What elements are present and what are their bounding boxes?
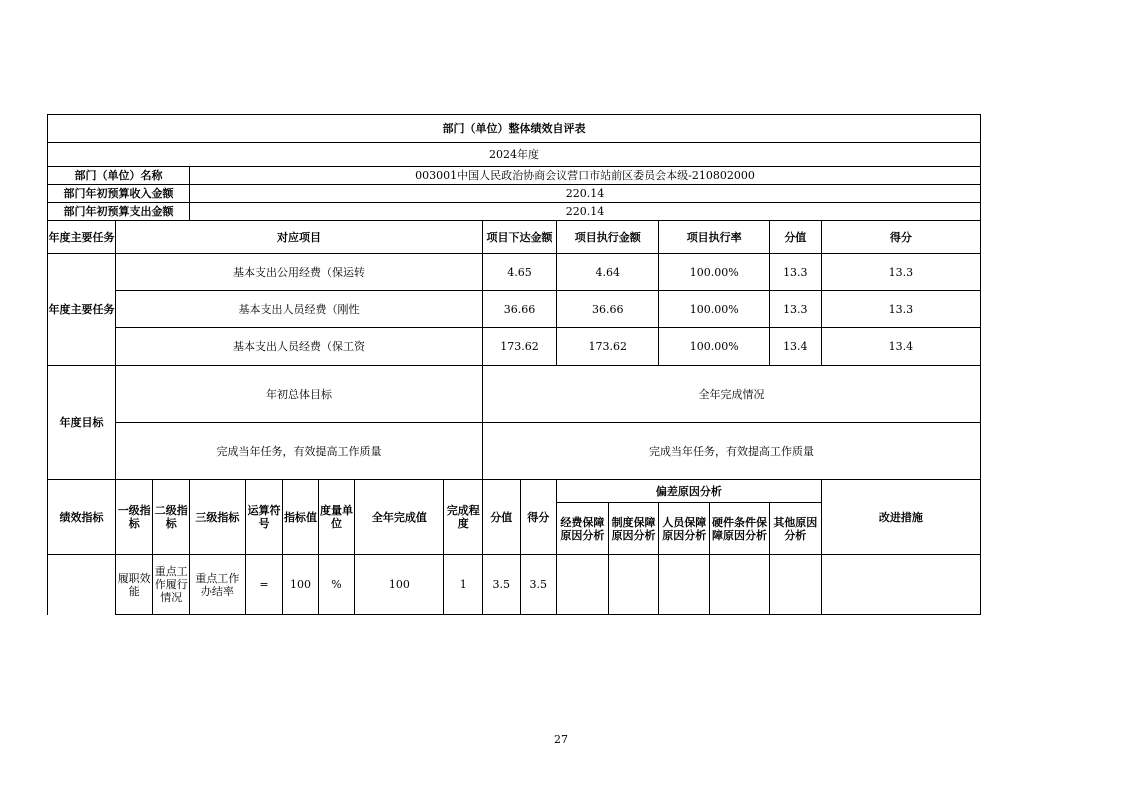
completion-header: 全年完成情况 [482, 366, 980, 423]
year-label: 2024年度 [48, 143, 981, 167]
degree-header: 完成程度 [444, 480, 483, 555]
initial-goal-header: 年初总体目标 [115, 366, 482, 423]
indicators-label: 绩效指标 [48, 480, 116, 555]
rate-header: 项目执行率 [659, 221, 770, 254]
task-executed: 36.66 [557, 291, 659, 328]
ind-score-value-header: 分值 [482, 480, 520, 555]
task-row-label: 年度主要任务 [48, 254, 116, 366]
ind-level2: 重点工作履行情况 [153, 555, 190, 615]
level2-header: 二级指标 [153, 480, 190, 555]
dev-funding-header: 经费保障原因分析 [557, 503, 609, 555]
income-label: 部门年初预算收入金额 [48, 185, 190, 203]
score-value-header: 分值 [769, 221, 821, 254]
ind-score: 3.5 [520, 555, 557, 615]
dev-hardware-header: 硬件条件保障原因分析 [710, 503, 770, 555]
ind-improve [821, 555, 980, 615]
task-issued: 4.65 [482, 254, 556, 291]
level3-header: 三级指标 [189, 480, 245, 555]
score-header: 得分 [821, 221, 980, 254]
ind-unit: % [318, 555, 355, 615]
task-rate: 100.00% [659, 254, 770, 291]
actual-header: 全年完成值 [355, 480, 444, 555]
task-item: 基本支出公用经费（保运转 [115, 254, 482, 291]
task-executed: 173.62 [557, 328, 659, 366]
performance-table [47, 114, 981, 615]
indicators-row-label [48, 555, 116, 615]
unit-header: 度量单位 [318, 480, 355, 555]
income-value: 220.14 [189, 185, 980, 203]
dept-name-label: 部门（单位）名称 [48, 167, 190, 185]
ind-dev-staff [659, 555, 710, 615]
initial-goal-value: 完成当年任务，有效提高工作质量 [115, 423, 482, 480]
target-header: 指标值 [283, 480, 318, 555]
ind-dev-system [608, 555, 659, 615]
deviation-header: 偏差原因分析 [557, 480, 822, 503]
dev-system-header: 制度保障原因分析 [608, 503, 659, 555]
expense-label: 部门年初预算支出金额 [48, 203, 190, 221]
dev-staff-header: 人员保障原因分析 [659, 503, 710, 555]
task-score: 13.3 [821, 254, 980, 291]
ind-degree: 1 [444, 555, 483, 615]
task-item: 基本支出人员经费（刚性 [115, 291, 482, 328]
ind-level1: 履职效能 [115, 555, 153, 615]
ind-dev-hardware [710, 555, 770, 615]
expense-value: 220.14 [189, 203, 980, 221]
page-number: 27 [554, 733, 568, 746]
task-score: 13.4 [821, 328, 980, 366]
ind-actual: 100 [355, 555, 444, 615]
table-row [48, 328, 981, 366]
table-row [48, 555, 981, 615]
task-rate: 100.00% [659, 328, 770, 366]
task-score-value: 13.4 [769, 328, 821, 366]
improve-header: 改进措施 [821, 480, 980, 555]
table-title: 部门（单位）整体绩效自评表 [48, 115, 981, 143]
task-issued: 36.66 [482, 291, 556, 328]
ind-target: 100 [283, 555, 318, 615]
task-score: 13.3 [821, 291, 980, 328]
task-rate: 100.00% [659, 291, 770, 328]
ind-dev-other [769, 555, 821, 615]
task-issued: 173.62 [482, 328, 556, 366]
table-row [48, 291, 981, 328]
dept-name-value: 003001中国人民政治协商会议营口市站前区委员会本级-210802000 [189, 167, 980, 185]
ind-operator: = [245, 555, 283, 615]
ind-level3: 重点工作办结率 [189, 555, 245, 615]
ind-score-header: 得分 [520, 480, 557, 555]
level1-header: 一级指标 [115, 480, 153, 555]
task-score-value: 13.3 [769, 291, 821, 328]
ind-dev-funding [557, 555, 609, 615]
task-col-header: 年度主要任务 [48, 221, 116, 254]
executed-header: 项目执行金额 [557, 221, 659, 254]
operator-header: 运算符号 [245, 480, 283, 555]
task-item: 基本支出人员经费（保工资 [115, 328, 482, 366]
issued-header: 项目下达金额 [482, 221, 556, 254]
task-executed: 4.64 [557, 254, 659, 291]
goals-label: 年度目标 [48, 366, 116, 480]
item-header: 对应项目 [115, 221, 482, 254]
task-score-value: 13.3 [769, 254, 821, 291]
dev-other-header: 其他原因分析 [769, 503, 821, 555]
ind-score-value: 3.5 [482, 555, 520, 615]
table-row [48, 254, 981, 291]
completion-value: 完成当年任务，有效提高工作质量 [482, 423, 980, 480]
